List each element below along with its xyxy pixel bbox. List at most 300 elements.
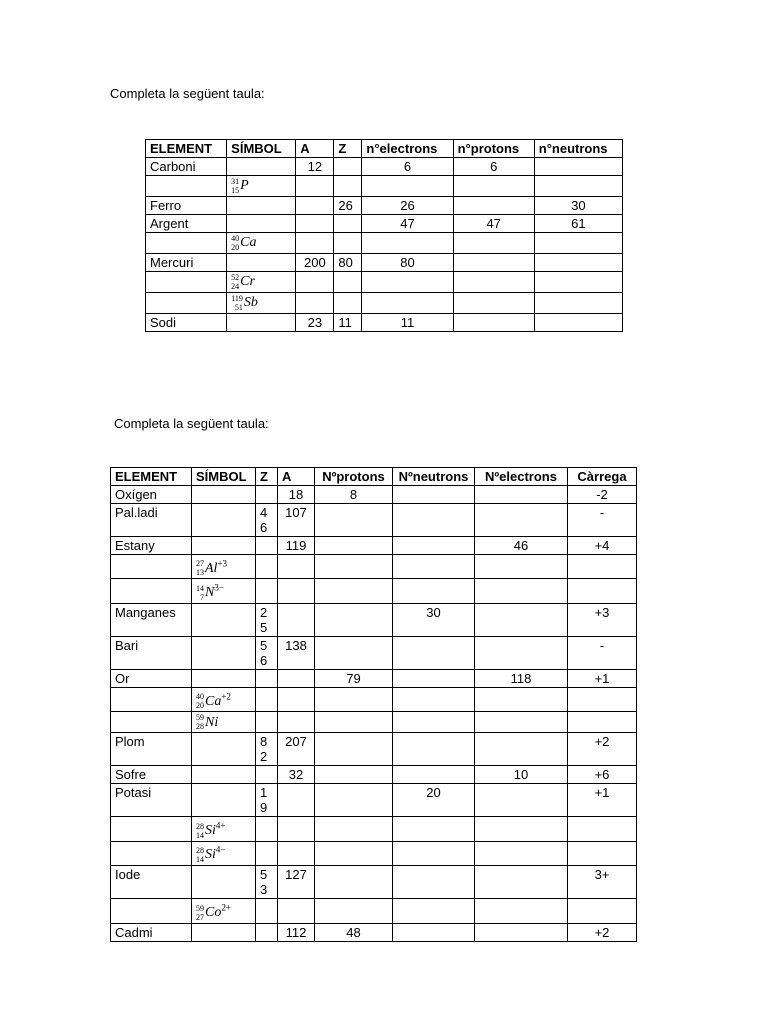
protons-cell	[315, 579, 393, 603]
electrons-cell	[475, 841, 568, 865]
mass-number-cell	[278, 784, 315, 817]
header-protons: n°protons	[453, 140, 534, 158]
electrons-cell	[475, 817, 568, 841]
protons-cell	[315, 504, 393, 537]
neutrons-cell	[393, 504, 475, 537]
mass-number: 28	[196, 846, 204, 856]
electrons-cell: 80	[362, 254, 453, 272]
ion-charge: 2+	[221, 902, 231, 913]
ion-charge: 4−	[215, 844, 226, 855]
atomic-number: 28	[196, 722, 204, 732]
mass-number-cell: 112	[278, 923, 315, 941]
charge-cell: -	[568, 504, 637, 537]
neutrons-cell	[393, 899, 475, 923]
table-row	[146, 215, 623, 233]
element-symbol: Al	[205, 560, 218, 576]
table-row	[111, 669, 637, 687]
charge-cell	[568, 579, 637, 603]
electrons-cell	[475, 486, 568, 504]
ion-charge: +2	[221, 690, 231, 701]
element-name-cell: Or	[111, 669, 192, 687]
electrons-cell	[475, 555, 568, 579]
instruction-1: Completa la següent taula:	[110, 86, 265, 101]
symbol-cell	[227, 233, 296, 254]
charge-cell: -	[568, 636, 637, 669]
protons-cell: 79	[315, 669, 393, 687]
mass-number-cell: 107	[278, 504, 315, 537]
table-row	[146, 233, 623, 254]
table-row	[111, 866, 637, 899]
table-row	[111, 579, 637, 603]
table-row	[146, 197, 623, 215]
header-neutrons: Nºneutrons	[393, 468, 475, 486]
table-row	[146, 272, 623, 293]
neutrons-cell	[393, 733, 475, 766]
element-name-cell	[111, 712, 192, 733]
neutrons-cell: 30	[393, 603, 475, 636]
table-row	[111, 712, 637, 733]
protons-cell	[453, 314, 534, 332]
atomic-number-cell	[256, 687, 278, 711]
symbol-cell	[192, 687, 256, 711]
charge-cell: +1	[568, 669, 637, 687]
element-name-cell: Bari	[111, 636, 192, 669]
protons-cell	[453, 197, 534, 215]
element-name-cell: Manganes	[111, 603, 192, 636]
charge-cell	[568, 687, 637, 711]
atomic-number: 27	[196, 912, 204, 922]
electrons-cell	[362, 272, 453, 293]
element-name-cell: Potasi	[111, 784, 192, 817]
element-name-cell: Plom	[111, 733, 192, 766]
element-name-cell	[111, 841, 192, 865]
symbol-cell	[192, 733, 256, 766]
atomic-number-cell	[256, 899, 278, 923]
header-symbol: SÍMBOL	[192, 468, 256, 486]
mass-number-cell: 32	[278, 766, 315, 784]
element-name-cell	[111, 579, 192, 603]
neutrons-cell	[393, 687, 475, 711]
element-name-cell	[146, 176, 227, 197]
atomic-number: 13	[196, 568, 204, 578]
isotope-symbol	[196, 844, 226, 865]
element-symbol: Cr	[240, 274, 255, 290]
element-name-cell	[111, 817, 192, 841]
table-row	[111, 537, 637, 555]
electrons-cell: 26	[362, 197, 453, 215]
electrons-cell	[475, 687, 568, 711]
atomic-number-cell	[334, 272, 362, 293]
element-name-cell: Argent	[146, 215, 227, 233]
isotope-symbol	[196, 902, 231, 922]
symbol-cell	[192, 766, 256, 784]
atomic-number-cell: 53	[256, 866, 278, 899]
protons-cell	[315, 766, 393, 784]
atomic-number-cell	[256, 841, 278, 865]
table-row	[146, 314, 623, 332]
symbol-cell	[192, 486, 256, 504]
element-name-cell: Mercuri	[146, 254, 227, 272]
atomic-number-cell: 82	[256, 733, 278, 766]
neutrons-cell	[393, 555, 475, 579]
atomic-number-cell: 26	[334, 197, 362, 215]
table-row	[111, 841, 637, 865]
protons-cell	[453, 176, 534, 197]
protons-cell	[315, 636, 393, 669]
charge-cell: 3+	[568, 866, 637, 899]
mass-number-cell	[296, 293, 334, 314]
table-row	[111, 486, 637, 504]
table-row	[111, 733, 637, 766]
header-element: ELEMENT	[111, 468, 192, 486]
atomic-number-cell	[334, 293, 362, 314]
ion-charge: 4+	[215, 820, 226, 831]
atomic-number-cell	[256, 579, 278, 603]
mass-number-cell: 119	[278, 537, 315, 555]
electrons-cell	[475, 636, 568, 669]
isotope-symbol	[231, 235, 256, 250]
mass-number-cell	[278, 603, 315, 636]
atomic-number: 14	[196, 855, 204, 865]
symbol-cell	[192, 636, 256, 669]
symbol-cell	[192, 504, 256, 537]
atomic-number-cell	[334, 176, 362, 197]
atomic-number-cell	[256, 923, 278, 941]
neutrons-cell	[534, 293, 622, 314]
symbol-cell	[192, 866, 256, 899]
table-row	[111, 504, 637, 537]
electrons-cell: 10	[475, 766, 568, 784]
electrons-cell	[475, 733, 568, 766]
atomic-number-cell: 80	[334, 254, 362, 272]
protons-cell	[453, 272, 534, 293]
isotope-symbol	[196, 690, 231, 711]
protons-cell	[315, 537, 393, 555]
header-z: Z	[256, 468, 278, 486]
element-symbol: Sb	[243, 295, 258, 311]
table-1-header-row	[146, 140, 623, 158]
header-neutrons: n°neutrons	[534, 140, 622, 158]
table-row	[111, 784, 637, 817]
table-row	[111, 603, 637, 636]
element-name-cell: Sodi	[146, 314, 227, 332]
neutrons-cell	[393, 669, 475, 687]
symbol-cell	[192, 841, 256, 865]
element-symbol: N	[205, 585, 215, 601]
atomic-number: 14	[196, 830, 204, 840]
element-name-cell: Cadmi	[111, 923, 192, 941]
header-symbol: SÍMBOL	[227, 140, 296, 158]
element-name-cell: Sofre	[111, 766, 192, 784]
header-a: A	[296, 140, 334, 158]
neutrons-cell	[393, 841, 475, 865]
element-name-cell: Ferro	[146, 197, 227, 215]
protons-cell	[315, 817, 393, 841]
table-row	[111, 555, 637, 579]
mass-number: 40	[231, 234, 240, 243]
atomic-number-cell	[256, 817, 278, 841]
symbol-cell	[192, 603, 256, 636]
symbol-cell	[192, 669, 256, 687]
mass-number-cell	[296, 272, 334, 293]
protons-cell: 48	[315, 923, 393, 941]
mass-number: 59	[196, 903, 204, 913]
charge-cell	[568, 712, 637, 733]
symbol-cell	[192, 537, 256, 555]
electrons-cell	[362, 176, 453, 197]
atomic-number-cell	[334, 233, 362, 254]
electrons-cell	[362, 293, 453, 314]
table-row	[111, 899, 637, 923]
header-a: A	[278, 468, 315, 486]
electrons-cell	[475, 504, 568, 537]
mass-number-cell	[296, 197, 334, 215]
mass-number: 40	[196, 692, 204, 702]
charge-cell	[568, 817, 637, 841]
mass-number-cell	[278, 669, 315, 687]
mass-number-cell: 138	[278, 636, 315, 669]
electrons-cell: 118	[475, 669, 568, 687]
element-symbol: P	[240, 178, 249, 194]
neutrons-cell	[534, 254, 622, 272]
mass-number-cell	[296, 215, 334, 233]
table-row	[111, 923, 637, 941]
symbol-cell	[227, 176, 296, 197]
atomic-number: 51	[234, 303, 243, 312]
symbol-cell	[227, 293, 296, 314]
mass-number-cell	[278, 817, 315, 841]
neutrons-cell: 30	[534, 197, 622, 215]
protons-cell: 8	[315, 486, 393, 504]
atomic-number: 24	[231, 282, 240, 291]
mass-number-cell: 23	[296, 314, 334, 332]
mass-number-cell	[278, 579, 315, 603]
protons-cell	[315, 712, 393, 733]
table-row	[146, 293, 623, 314]
neutrons-cell	[534, 314, 622, 332]
worksheet-table-2	[110, 467, 637, 942]
atomic-number-cell	[256, 669, 278, 687]
electrons-cell	[475, 603, 568, 636]
atomic-number-cell	[256, 712, 278, 733]
element-name-cell	[111, 555, 192, 579]
mass-number-cell	[278, 555, 315, 579]
protons-cell	[315, 687, 393, 711]
mass-number-cell	[296, 233, 334, 254]
element-symbol: Ca	[240, 235, 257, 251]
protons-cell	[453, 233, 534, 254]
mass-number-cell	[278, 687, 315, 711]
neutrons-cell	[393, 866, 475, 899]
neutrons-cell	[393, 712, 475, 733]
electrons-cell	[475, 784, 568, 817]
protons-cell	[315, 603, 393, 636]
protons-cell	[315, 733, 393, 766]
atomic-number: 15	[231, 186, 240, 195]
ion-charge: +3	[217, 558, 228, 568]
atomic-number-cell	[256, 766, 278, 784]
mass-number-cell	[296, 176, 334, 197]
element-symbol: Ni	[205, 714, 219, 730]
header-element: ELEMENT	[146, 140, 227, 158]
element-symbol: Co	[205, 904, 222, 920]
mass-number-cell: 127	[278, 866, 315, 899]
header-electrons: n°electrons	[362, 140, 453, 158]
instruction-2: Completa la següent taula:	[114, 416, 269, 431]
atomic-number: 20	[231, 243, 240, 252]
header-z: Z	[334, 140, 362, 158]
atomic-number: 20	[196, 701, 204, 711]
mass-number-cell: 207	[278, 733, 315, 766]
atomic-number: 7	[200, 592, 204, 602]
table-row	[146, 254, 623, 272]
symbol-cell	[227, 254, 296, 272]
symbol-cell	[192, 784, 256, 817]
electrons-cell	[475, 923, 568, 941]
charge-cell: +3	[568, 603, 637, 636]
neutrons-cell: 61	[534, 215, 622, 233]
protons-cell	[315, 555, 393, 579]
symbol-cell	[227, 314, 296, 332]
symbol-cell	[227, 272, 296, 293]
charge-cell: +4	[568, 537, 637, 555]
isotope-symbol	[196, 582, 224, 602]
element-name-cell: Estany	[111, 537, 192, 555]
atomic-number-cell: 56	[256, 636, 278, 669]
ion-charge: 3−	[214, 582, 224, 593]
mass-number: 119	[231, 294, 243, 303]
mass-number-cell: 200	[296, 254, 334, 272]
charge-cell: +1	[568, 784, 637, 817]
charge-cell: +2	[568, 923, 637, 941]
protons-cell	[453, 254, 534, 272]
mass-number: 14	[196, 583, 204, 593]
protons-cell	[315, 899, 393, 923]
mass-number-cell	[278, 899, 315, 923]
protons-cell	[315, 866, 393, 899]
charge-cell: -2	[568, 486, 637, 504]
neutrons-cell	[393, 923, 475, 941]
symbol-cell	[192, 712, 256, 733]
protons-cell	[315, 841, 393, 865]
symbol-cell	[227, 215, 296, 233]
table-row	[146, 176, 623, 197]
charge-cell	[568, 555, 637, 579]
atomic-number-cell: 25	[256, 603, 278, 636]
element-name-cell: Iode	[111, 866, 192, 899]
charge-cell: +2	[568, 733, 637, 766]
atomic-number-cell: 11	[334, 314, 362, 332]
element-name-cell	[146, 272, 227, 293]
electrons-cell	[475, 899, 568, 923]
neutrons-cell	[393, 636, 475, 669]
electrons-cell: 6	[362, 158, 453, 176]
protons-cell: 6	[453, 158, 534, 176]
protons-cell	[315, 784, 393, 817]
header-charge: Càrrega	[568, 468, 637, 486]
isotope-symbol	[231, 274, 255, 289]
element-symbol: Si	[205, 847, 216, 863]
table-row	[111, 766, 637, 784]
neutrons-cell	[534, 272, 622, 293]
atomic-number-cell	[334, 158, 362, 176]
atomic-number-cell	[256, 486, 278, 504]
isotope-symbol	[196, 715, 218, 730]
electrons-cell	[362, 233, 453, 254]
symbol-cell	[192, 579, 256, 603]
element-name-cell: Pal.ladi	[111, 504, 192, 537]
atomic-number-cell	[256, 555, 278, 579]
mass-number: 28	[196, 821, 204, 831]
electrons-cell	[475, 712, 568, 733]
mass-number-cell: 18	[278, 486, 315, 504]
electrons-cell	[475, 579, 568, 603]
symbol-cell	[227, 158, 296, 176]
atomic-number-cell	[334, 215, 362, 233]
electrons-cell: 11	[362, 314, 453, 332]
symbol-cell	[192, 923, 256, 941]
header-electrons: Nºelectrons	[475, 468, 568, 486]
element-name-cell	[111, 899, 192, 923]
electrons-cell	[475, 866, 568, 899]
neutrons-cell	[393, 537, 475, 555]
charge-cell	[568, 841, 637, 865]
neutrons-cell	[393, 817, 475, 841]
element-name-cell	[111, 687, 192, 711]
symbol-cell	[192, 817, 256, 841]
symbol-cell	[192, 555, 256, 579]
table-row	[111, 687, 637, 711]
table-row	[146, 158, 623, 176]
atomic-number-cell: 46	[256, 504, 278, 537]
isotope-symbol	[196, 820, 226, 840]
neutrons-cell	[534, 158, 622, 176]
element-symbol: Si	[205, 822, 216, 838]
neutrons-cell	[534, 233, 622, 254]
mass-number-cell	[278, 712, 315, 733]
element-name-cell: Oxígen	[111, 486, 192, 504]
worksheet-table-1	[145, 139, 623, 332]
atomic-number-cell: 19	[256, 784, 278, 817]
mass-number-cell: 12	[296, 158, 334, 176]
isotope-symbol	[231, 295, 258, 310]
mass-number: 52	[231, 273, 240, 282]
protons-cell	[453, 293, 534, 314]
element-symbol: Ca	[205, 693, 222, 709]
neutrons-cell	[393, 766, 475, 784]
charge-cell	[568, 899, 637, 923]
mass-number-cell	[278, 841, 315, 865]
neutrons-cell	[393, 579, 475, 603]
element-name-cell	[146, 293, 227, 314]
table-row	[111, 817, 637, 841]
element-name-cell: Carboni	[146, 158, 227, 176]
electrons-cell: 47	[362, 215, 453, 233]
table-2-header-row	[111, 468, 637, 486]
neutrons-cell	[393, 486, 475, 504]
electrons-cell: 46	[475, 537, 568, 555]
atomic-number-cell	[256, 537, 278, 555]
isotope-symbol	[231, 178, 249, 193]
charge-cell: +6	[568, 766, 637, 784]
protons-cell: 47	[453, 215, 534, 233]
symbol-cell	[227, 197, 296, 215]
table-row	[111, 636, 637, 669]
neutrons-cell	[534, 176, 622, 197]
isotope-symbol	[196, 558, 228, 578]
symbol-cell	[192, 899, 256, 923]
mass-number: 27	[196, 559, 204, 569]
